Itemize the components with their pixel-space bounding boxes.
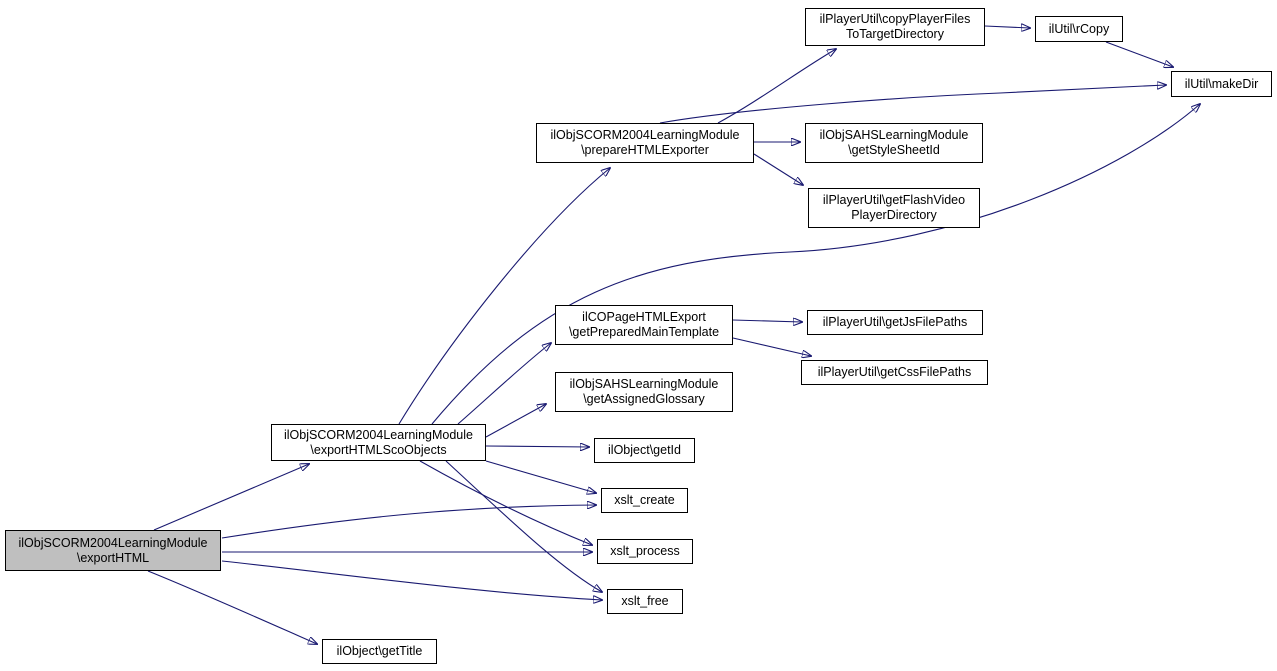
- node-getPreparedMainTemplate-line2: \getPreparedMainTemplate: [568, 325, 720, 339]
- node-exportHTMLScoObjects[interactable]: [271, 424, 486, 461]
- node-getStyleSheetId-line2: \getStyleSheetId: [848, 143, 940, 157]
- node-xslt_free-line1: xslt_free: [621, 594, 669, 608]
- node-exportHTML-line1: ilObjSCORM2004LearningModule: [18, 535, 208, 550]
- edge-exportHTML-to-getTitle: [148, 571, 317, 644]
- node-getPreparedMainTemplate[interactable]: [555, 305, 733, 345]
- node-makeDir-line1: ilUtil\makeDir: [1184, 76, 1259, 91]
- edge-prepareHTMLExporter-to-makeDir: [660, 85, 1166, 123]
- node-getStyleSheetId[interactable]: [805, 123, 983, 163]
- edge-exportHTMLScoObjects-to-getId: [486, 446, 589, 447]
- node-rCopy[interactable]: [1035, 16, 1123, 42]
- edge-rCopy-to-makeDir: [1106, 42, 1173, 67]
- node-makeDir[interactable]: [1171, 71, 1272, 97]
- node-xslt_process[interactable]: [597, 539, 693, 564]
- node-getFlashVideoPlayerDirectory-line2: PlayerDirectory: [851, 208, 937, 222]
- edge-exportHTML-to-exportHTMLScoObjects: [154, 464, 309, 530]
- node-exportHTMLScoObjects-line2: \exportHTMLScoObjects: [310, 442, 447, 457]
- edge-exportHTMLScoObjects-to-xslt_create: [486, 461, 596, 493]
- edge-exportHTML-to-xslt_free: [222, 561, 602, 600]
- node-getJsFilePaths[interactable]: [807, 310, 983, 335]
- node-xslt_create[interactable]: [601, 488, 688, 513]
- node-getStyleSheetId-line1: ilObjSAHSLearningModule: [819, 128, 969, 142]
- node-getJsFilePaths-line1: ilPlayerUtil\getJsFilePaths: [822, 315, 968, 329]
- node-getAssignedGlossary-line2: \getAssignedGlossary: [583, 392, 705, 406]
- node-prepareHTMLExporter[interactable]: [536, 123, 754, 163]
- node-exportHTML[interactable]: [5, 530, 221, 571]
- node-getFlashVideoPlayerDirectory[interactable]: [808, 188, 980, 228]
- edge-getPreparedMainTemplate-to-getCssFilePaths: [733, 338, 811, 356]
- edge-exportHTMLScoObjects-to-getAssignedGlossary: [486, 404, 546, 437]
- edge-exportHTML-to-xslt_create: [222, 505, 596, 538]
- node-getFlashVideoPlayerDirectory-line1: ilPlayerUtil\getFlashVideo: [822, 193, 966, 207]
- node-getTitle[interactable]: [322, 639, 437, 664]
- node-getCssFilePaths-line1: ilPlayerUtil\getCssFilePaths: [817, 365, 972, 379]
- edge-copyPlayerFilesToTargetDirectory-to-rCopy: [985, 26, 1030, 28]
- node-exportHTMLScoObjects-line1: ilObjSCORM2004LearningModule: [284, 427, 473, 442]
- edge-prepareHTMLExporter-to-copyPlayerFilesToTargetDirectory: [718, 49, 836, 123]
- node-copyPlayerFilesToTargetDirectory[interactable]: [805, 8, 985, 46]
- node-xslt_process-line1: xslt_process: [610, 544, 680, 558]
- node-getId-line1: ilObject\getId: [608, 443, 681, 457]
- node-xslt_create-line1: xslt_create: [614, 493, 675, 507]
- node-prepareHTMLExporter-line1: ilObjSCORM2004LearningModule: [550, 128, 740, 142]
- node-copyPlayerFilesToTargetDirectory-line1: ilPlayerUtil\copyPlayerFiles: [819, 12, 971, 26]
- edge-exportHTMLScoObjects-to-getPreparedMainTemplate: [458, 343, 551, 424]
- edge-exportHTMLScoObjects-to-xslt_free: [446, 461, 602, 592]
- node-rCopy-line1: ilUtil\rCopy: [1048, 21, 1110, 36]
- node-copyPlayerFilesToTargetDirectory-line2: ToTargetDirectory: [846, 27, 944, 41]
- node-getAssignedGlossary[interactable]: [555, 372, 733, 412]
- node-exportHTML-line2: \exportHTML: [76, 550, 150, 565]
- node-getId[interactable]: [594, 438, 695, 463]
- node-xslt_free[interactable]: [607, 589, 683, 614]
- node-getPreparedMainTemplate-line1: ilCOPageHTMLExport: [582, 310, 706, 324]
- edge-getPreparedMainTemplate-to-getJsFilePaths: [733, 320, 802, 322]
- node-getAssignedGlossary-line1: ilObjSAHSLearningModule: [569, 377, 719, 391]
- edge-exportHTMLScoObjects-to-xslt_process: [420, 461, 592, 545]
- node-getTitle-line1: ilObject\getTitle: [336, 644, 423, 658]
- node-prepareHTMLExporter-line2: \prepareHTMLExporter: [581, 143, 709, 157]
- node-getCssFilePaths[interactable]: [801, 360, 988, 385]
- edge-prepareHTMLExporter-to-getFlashVideoPlayerDirectory: [754, 154, 803, 185]
